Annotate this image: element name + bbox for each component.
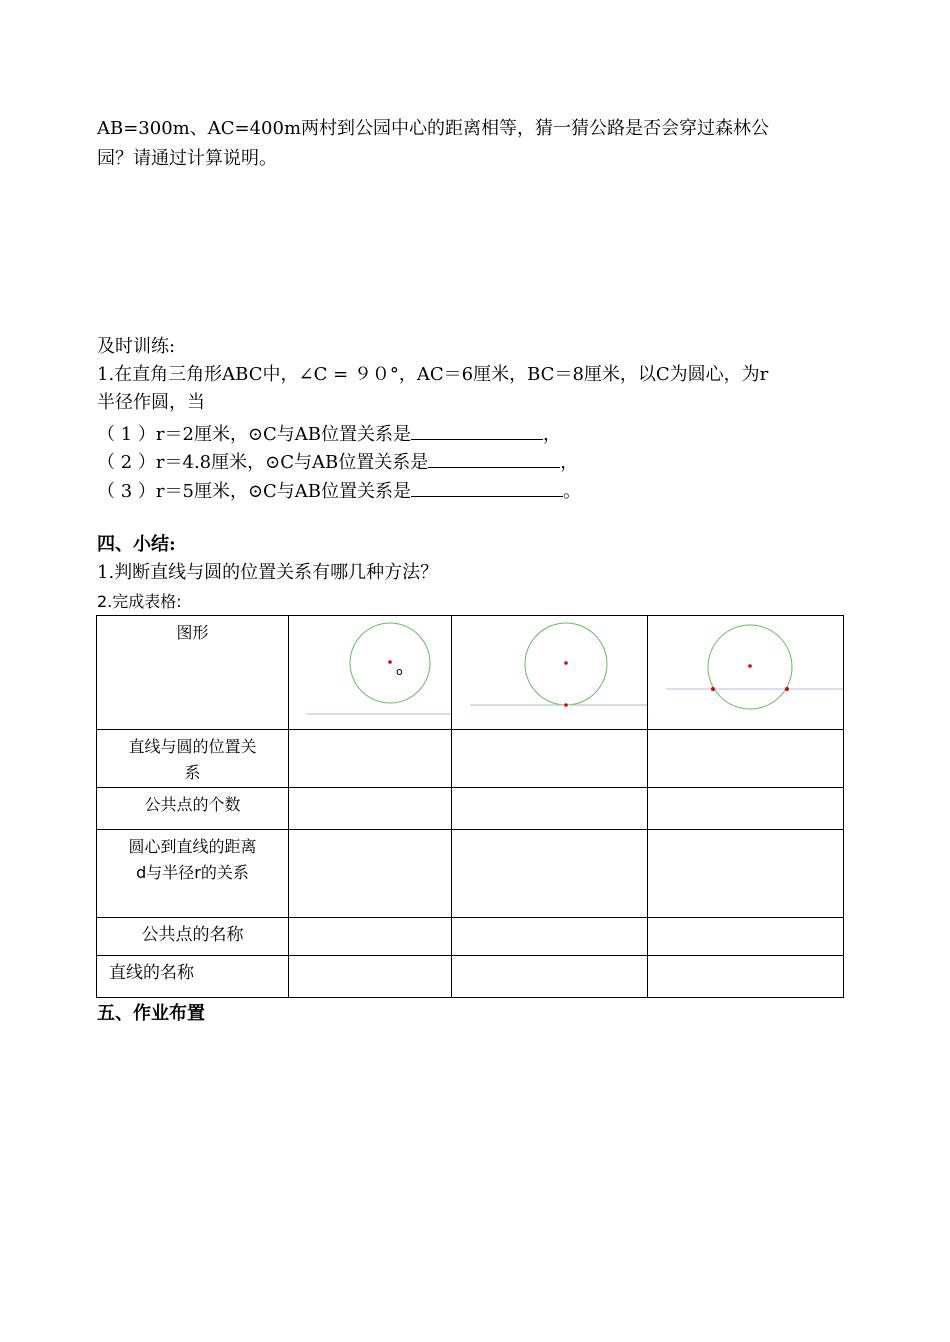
practice-item-2-end: ， xyxy=(560,452,579,473)
summary-table xyxy=(96,615,844,998)
cell-position-3[interactable] xyxy=(648,730,844,788)
center-point xyxy=(564,661,568,665)
row-label-common-points: 公共点的个数 xyxy=(97,788,289,830)
cell-point-name-3[interactable] xyxy=(648,918,844,956)
cell-position-2[interactable] xyxy=(452,730,648,788)
table-row-position xyxy=(97,730,844,788)
cell-distance-3[interactable] xyxy=(648,830,844,918)
cell-line-name-1[interactable] xyxy=(289,956,452,998)
figure-tangent-svg xyxy=(452,616,647,730)
summary-heading: 四、小结: xyxy=(97,534,176,555)
practice-item-1 xyxy=(97,421,561,447)
figure-separate xyxy=(289,616,452,730)
cell-count-1[interactable] xyxy=(289,788,452,830)
cell-count-3[interactable] xyxy=(648,788,844,830)
table-row-line-name xyxy=(97,956,844,998)
practice-question-1-cont: 半径作圆，当 xyxy=(97,392,205,413)
figure-intersecting-svg xyxy=(648,616,843,730)
answer-blank-2[interactable] xyxy=(428,449,560,468)
figure-tangent xyxy=(452,616,648,730)
practice-item-2 xyxy=(97,449,578,475)
table-row-point-name xyxy=(97,918,844,956)
practice-item-3-text: （ 3 ）r＝5厘米，⊙C与AB位置关系是 xyxy=(97,481,412,502)
center-point xyxy=(748,664,752,668)
figure-intersecting xyxy=(648,616,844,730)
cell-distance-2[interactable] xyxy=(452,830,648,918)
answer-blank-3[interactable] xyxy=(411,478,563,497)
table-row-common-points xyxy=(97,788,844,830)
row-label-point-name: 公共点的名称 xyxy=(97,918,289,956)
cell-line-name-3[interactable] xyxy=(648,956,844,998)
practice-item-1-text: （ 1 ）r＝2厘米，⊙C与AB位置关系是 xyxy=(97,424,412,445)
answer-blank-1[interactable] xyxy=(411,421,543,440)
tangent-point xyxy=(564,703,568,707)
header-figure-label: 图形 xyxy=(97,616,289,730)
practice-item-2-text: （ 2 ）r＝4.8厘米，⊙C与AB位置关系是 xyxy=(97,452,429,473)
table-row-distance xyxy=(97,830,844,918)
cell-point-name-1[interactable] xyxy=(289,918,452,956)
cell-position-1[interactable] xyxy=(289,730,452,788)
practice-question-1: 1.在直角三角形ABC中，∠C = ９０°，AC＝6厘米，BC＝8厘米，以C为圆心，为r xyxy=(97,364,769,385)
summary-question-2: 2.完成表格: xyxy=(97,592,182,611)
table-row-figure xyxy=(97,616,844,730)
problem-line-2: 园？请通过计算说明。 xyxy=(97,148,277,169)
summary-question-1: 1.判断直线与圆的位置关系有哪几种方法？ xyxy=(97,562,439,583)
practice-item-1-end: ， xyxy=(543,424,562,445)
practice-item-3-end: 。 xyxy=(563,481,582,502)
row-label-distance xyxy=(97,830,289,918)
homework-heading: 五、作业布置 xyxy=(97,1003,205,1024)
cell-point-name-2[interactable] xyxy=(452,918,648,956)
intersection-point-right xyxy=(785,687,789,691)
row-label-line-name: 直线的名称 xyxy=(97,956,289,998)
practice-item-3 xyxy=(97,478,581,504)
problem-line-1: AB=300m、AC=400m两村到公园中心的距离相等，猜一猜公路是否会穿过森林公 xyxy=(97,118,770,139)
figure-separate-svg xyxy=(289,616,451,730)
cell-distance-1[interactable] xyxy=(289,830,452,918)
intersection-point-left xyxy=(711,687,715,691)
row-label-distance-line1: 圆心到直线的距离 xyxy=(128,837,257,856)
center-point xyxy=(388,660,392,664)
row-label-position-line2: 系 xyxy=(184,763,201,782)
cell-count-2[interactable] xyxy=(452,788,648,830)
center-label: o xyxy=(396,665,403,678)
row-label-position xyxy=(97,730,289,788)
row-label-position-line1: 直线与圆的位置关 xyxy=(128,737,257,756)
row-label-distance-line2: d与半径r的关系 xyxy=(136,863,249,882)
practice-heading: 及时训练: xyxy=(97,336,176,357)
cell-line-name-2[interactable] xyxy=(452,956,648,998)
